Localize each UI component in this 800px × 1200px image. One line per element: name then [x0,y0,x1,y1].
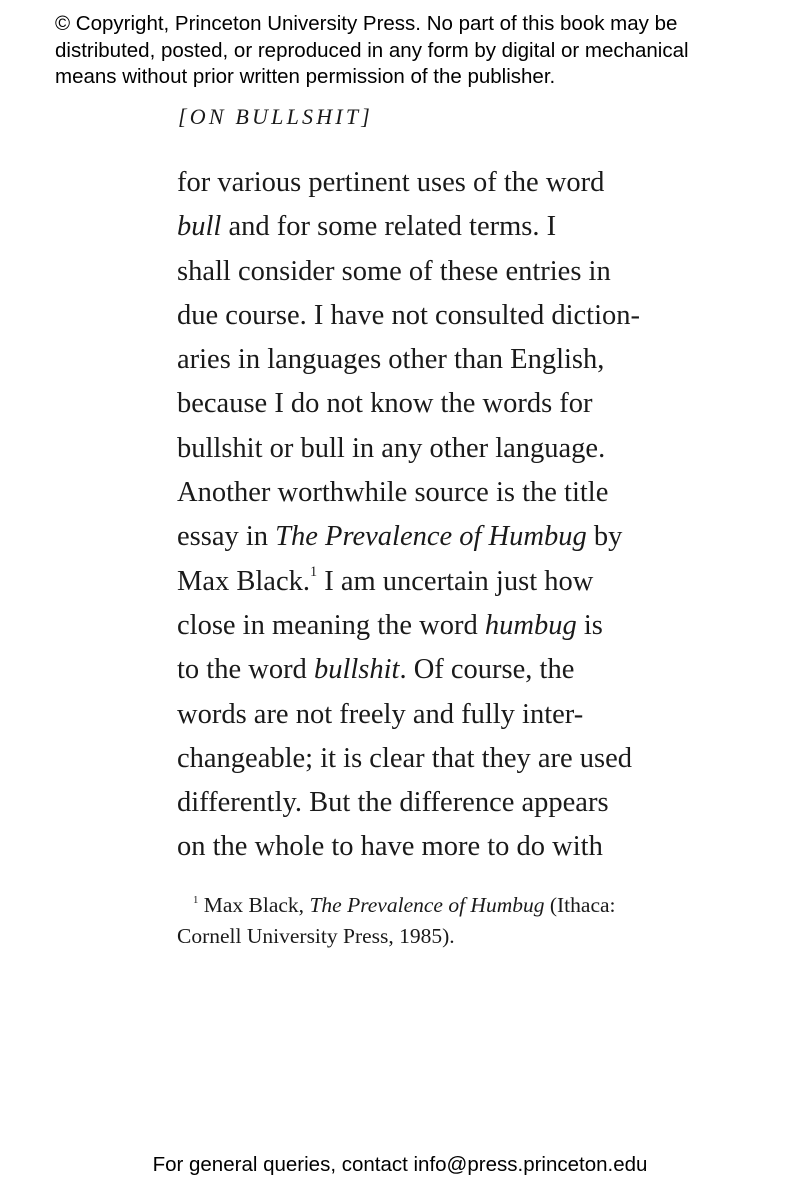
body-text-span: essay in [177,521,276,553]
body-text-span: close in meaning the word [177,609,485,641]
body-text-span: I am uncertain just how [317,565,594,597]
italic-title: The Prevalence of Humbug [275,521,587,553]
body-line [177,560,737,604]
body-line: for various pertinent uses of the word [177,167,605,198]
body-line: due course. I have not consulted diction- [177,299,640,331]
body-line [177,604,737,648]
italic-term: humbug [484,609,577,641]
copyright-notice [55,11,785,91]
body-line: on the whole to have more to do with [177,831,603,863]
body-line: because I do not know the words for [177,388,593,420]
footnote-line [177,890,737,921]
body-text-span: to the word [177,654,314,686]
footnote-text: Max Black, [198,893,310,917]
body-text-span: Max Black. [177,565,310,597]
footnote-number: 1 [193,893,199,906]
footnote-italic-title: The Prevalence of Humbug [309,893,545,917]
body-text-span: and for some related terms. I [221,211,557,243]
body-line [177,205,737,249]
footnote-text: (Ithaca: [544,893,616,917]
body-text [177,161,737,870]
body-line: Another worthwhile source is the title [177,477,609,509]
body-line: aries in languages other than English, [177,344,605,376]
body-text-span: by [586,521,623,553]
body-text-span: is [576,609,603,641]
running-head: [ON BULLSHIT] [178,104,374,129]
copyright-line: distributed, posted, or reproduced in any form by digital or mechanical [55,38,689,62]
copyright-line: means without prior written permission of the publisher. [55,65,556,88]
body-line: changeable; it is clear that they are used [177,742,632,774]
body-line: shall consider some of these entries in [177,255,611,287]
italic-term: bull [177,211,222,243]
body-line [177,515,737,559]
body-line: differently. But the difference appears [177,787,609,819]
italic-term: bullshit [313,654,400,686]
footnote-reference[interactable]: 1 [309,564,318,581]
body-text-span: . Of course, the [399,654,575,686]
copyright-line: © Copyright, Princeton University Press. No part of this book may be [55,12,678,35]
body-line: bullshit or bull in any other language. [177,432,606,464]
footer-contact: For general queries, contact info@press.princeton.edu [152,1153,648,1176]
body-line [177,648,737,692]
footnote [177,890,737,952]
body-line: words are not freely and fully inter- [177,698,584,730]
footnote-line: Cornell University Press, 1985). [177,924,455,948]
